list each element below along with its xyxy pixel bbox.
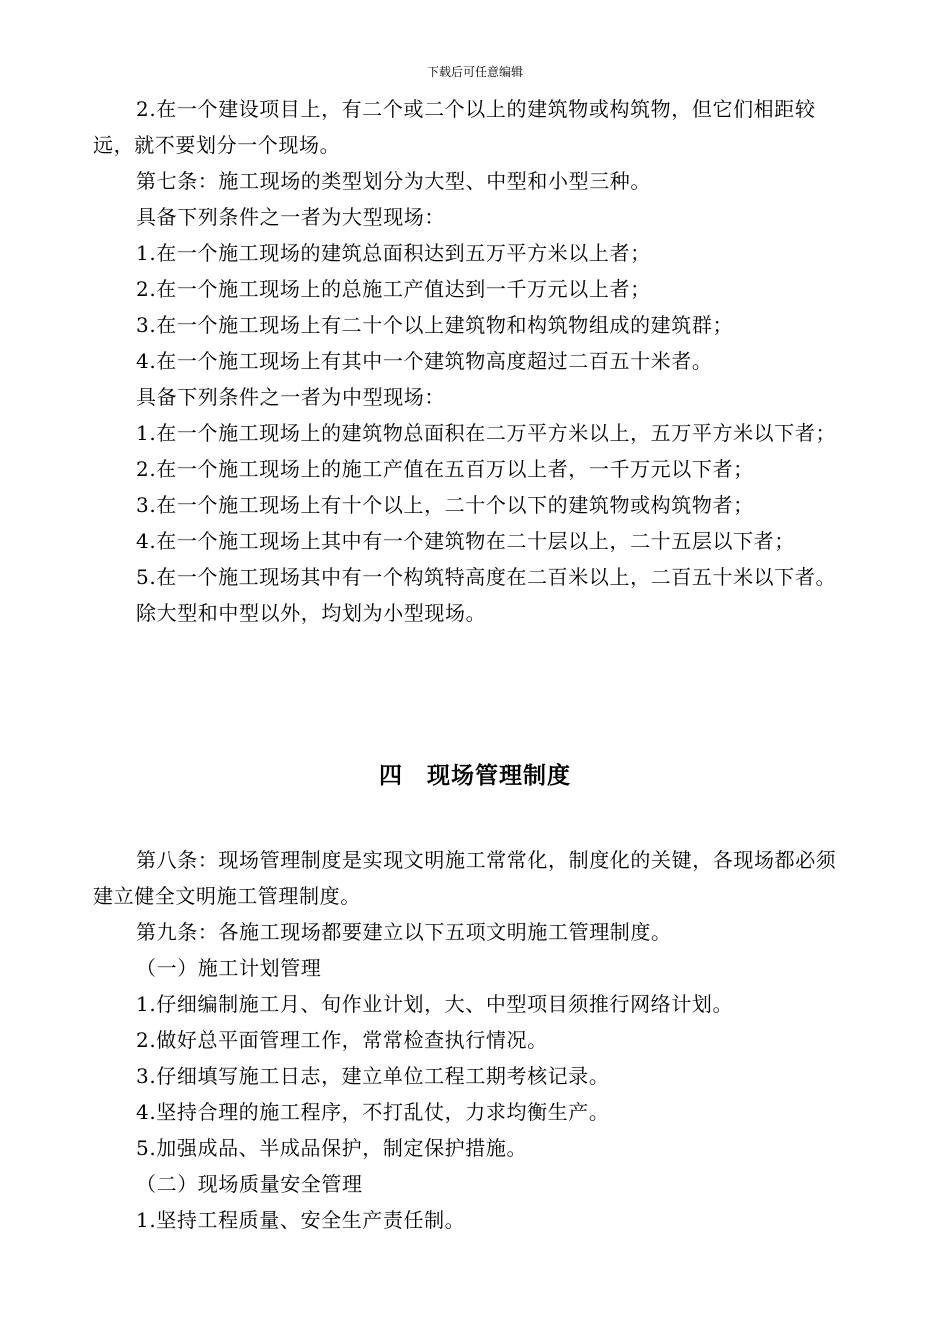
list-item: 3.在一个施工现场上有二十个以上建筑物和构筑物组成的建筑群； (136, 313, 734, 337)
list-item: 2.在一个施工现场上的总施工产值达到一千万元以上者； (136, 277, 651, 301)
list-item: 2.在一个施工现场上的施工产值在五百万以上者，一千万元以下者； (136, 457, 754, 481)
list-item: 2.做好总平面管理工作，常常检查执行情况。 (136, 1028, 548, 1052)
section-heading (0, 758, 950, 794)
body-section-bottom (93, 842, 851, 1238)
body-section-top (93, 91, 851, 631)
article-8: 第八条：现场管理制度是实现文明施工常常化，制度化的关键，各现场都必须建立健全文明施工管理制度。 (93, 848, 837, 908)
section-title: 现场管理制度 (427, 763, 571, 789)
paragraph: 除大型和中型以外，均划为小型现场。 (136, 601, 487, 625)
list-item: 1.在一个施工现场上的建筑物总面积在二万平方米以上，五万平方米以下者； (136, 421, 837, 445)
list-item: 1.仔细编制施工月、旬作业计划，大、中型项目须推行网络计划。 (136, 992, 734, 1016)
article-9: 第九条：各施工现场都要建立以下五项文明施工管理制度。 (136, 920, 672, 944)
list-item: 1.在一个施工现场的建筑总面积达到五万平方米以上者； (136, 241, 651, 265)
paragraph: 具备下列条件之一者为大型现场： (136, 205, 445, 229)
list-item: 4.在一个施工现场上有其中一个建筑物高度超过二百五十米者。 (136, 349, 713, 373)
list-item: 5.在一个施工现场其中有一个构筑特高度在二百米以上，二百五十米以下者。 (136, 565, 837, 589)
subsection-title: （一）施工计划管理 (136, 956, 322, 980)
paragraph: 具备下列条件之一者为中型现场： (136, 385, 445, 409)
section-number: 四 (379, 763, 403, 789)
list-item: 1.坚持工程质量、安全生产责任制。 (136, 1208, 466, 1232)
subsection-title: （二）现场质量安全管理 (136, 1172, 363, 1196)
list-item: 5.加强成品、半成品保护，制定保护措施。 (136, 1136, 528, 1160)
list-item: 3.仔细填写施工日志，建立单位工程工期考核记录。 (136, 1064, 610, 1088)
page-header: 下载后可任意编辑 (426, 65, 523, 79)
list-item: 4.坚持合理的施工程序，不打乱仗，力求均衡生产。 (136, 1100, 610, 1124)
article-7: 第七条：施工现场的类型划分为大型、中型和小型三种。 (136, 169, 651, 193)
paragraph: 2.在一个建设项目上，有二个或二个以上的建筑物或构筑物，但它们相距较远，就不要划分一个现场。 (93, 97, 816, 157)
list-item: 4.在一个施工现场上其中有一个建筑物在二十层以上，二十五层以下者； (136, 529, 795, 553)
list-item: 3.在一个施工现场上有十个以上，二十个以下的建筑物或构筑物者； (136, 493, 754, 517)
